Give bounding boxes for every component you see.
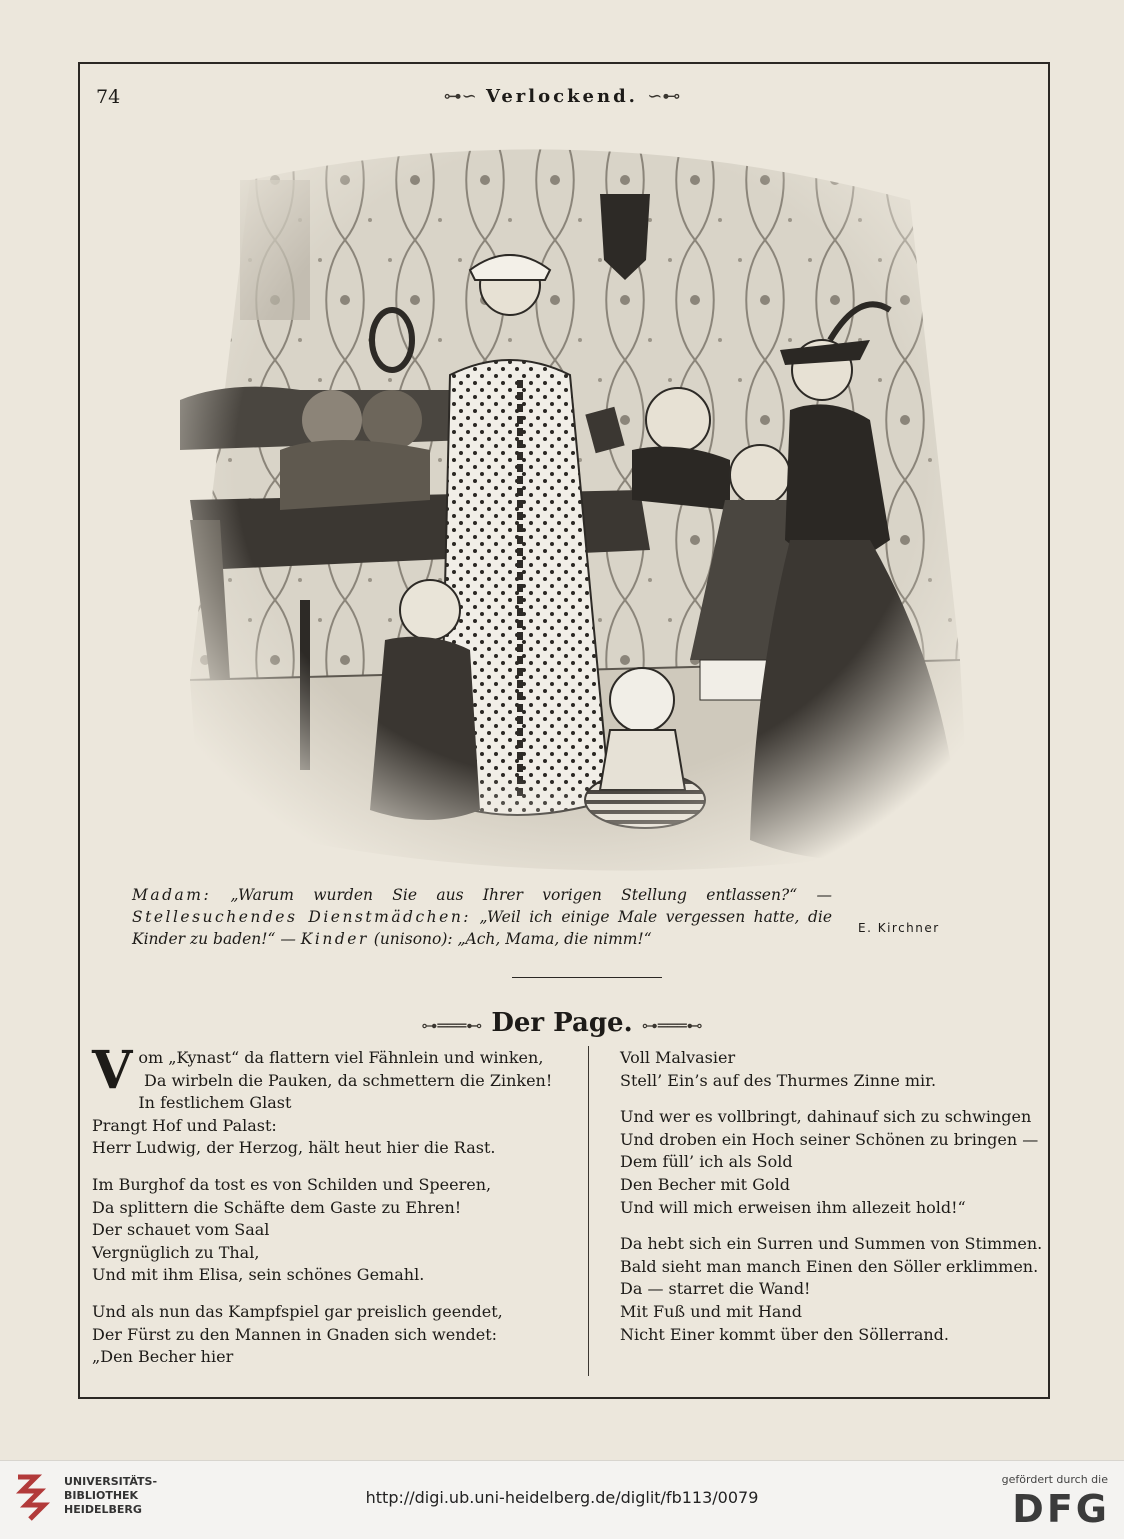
caption-speaker-maid: Stellesuchendes Dienstmädchen: <box>132 908 472 926</box>
title-ornament-left-icon: ⊶═══⊷ <box>421 1016 483 1035</box>
title-ornament-right-icon: ⊶═══⊷ <box>641 1016 703 1035</box>
poem-line: „Den Becher hier <box>92 1347 234 1367</box>
caption-speaker-madam: Madam: <box>132 886 212 904</box>
poem-line: Voll Malvasier <box>620 1048 736 1067</box>
digitization-footer <box>0 1460 1124 1539</box>
ornament-right-icon: ∽⊷ <box>647 86 681 107</box>
poem-line: Da splittern die Schäfte dem Gaste zu Ehren! <box>92 1197 462 1217</box>
page-number: 74 <box>96 86 121 108</box>
poem-line: Und will mich erweisen ihm allezeit hold!“ <box>620 1197 966 1217</box>
poem-left-column <box>92 1040 572 1369</box>
caption-maid-text: „Weil ich einige Male vergessen hatte, die Kinder zu baden!“ — <box>132 908 832 948</box>
poem-line: Dem füll’ ich als Sold <box>620 1152 793 1172</box>
poem-line: Und als nun das Kampfspiel gar preislich geendet, <box>92 1301 503 1321</box>
running-title <box>0 86 1124 107</box>
poem-line: Vergnüglich zu Thal, <box>92 1242 260 1262</box>
library-name: UNIVERSITÄTS- BIBLIOTHEK HEIDELBERG <box>64 1475 158 1516</box>
caption-children-text: (unisono): „Ach, Mama, die nimm!“ <box>373 930 652 948</box>
caption-madam-text: „Warum wurden Sie aus Ihrer vorigen Stellung entlassen?“ — <box>230 886 832 904</box>
poem-title <box>0 1008 1124 1038</box>
poem-line: Da hebt sich ein Surren und Summen von Stimmen. <box>620 1234 1043 1254</box>
dfg-logo: DFG <box>1012 1487 1110 1531</box>
permalink-url[interactable]: http://digi.ub.uni-heidelberg.de/diglit/fb113/0079 <box>365 1488 759 1507</box>
poem-line: Der schauet vom Saal <box>92 1220 270 1240</box>
poem-line: In festlichem Glast <box>138 1093 292 1113</box>
poem-line: Der Fürst zu den Mannen in Gnaden sich wendet: <box>92 1324 498 1344</box>
poem-line: Mit Fuß und mit Hand <box>620 1301 802 1321</box>
poem-line: Nicht Einer kommt über den Söllerrand. <box>620 1324 950 1344</box>
poem-line: Bald sieht man manch Einen den Söller erklimmen. <box>620 1256 1039 1276</box>
artist-signature: E. Kirchner <box>858 921 940 935</box>
illustration-maid-interview <box>170 120 990 880</box>
poem-line: Und wer es vollbringt, dahinauf sich zu schwingen <box>620 1107 1032 1127</box>
illustration-caption <box>132 884 832 950</box>
ornament-left-icon: ⊶∽ <box>443 86 477 107</box>
poem-line: Den Becher mit Gold <box>620 1174 790 1194</box>
poem-line: Herr Ludwig, der Herzog, hält heut hier die Rast. <box>92 1138 496 1158</box>
column-divider <box>588 1046 589 1376</box>
funded-by-label: gefördert durch die <box>1001 1473 1108 1486</box>
poem-line: Im Burghof da tost es von Schilden und Speeren, <box>92 1174 492 1194</box>
poem-line: Prangt Hof und Palast: <box>92 1115 277 1135</box>
section-rule <box>512 977 662 978</box>
poem-right-column <box>620 1047 1043 1346</box>
poem-line: Da wirbeln die Pauken, da schmettern die Zinken! <box>144 1070 553 1090</box>
poem-line: Und mit ihm Elisa, sein schönes Gemahl. <box>92 1265 425 1285</box>
poem-line: Da — starret die Wand! <box>620 1279 811 1299</box>
poem-line: Stell’ Ein’s auf des Thurmes Zinne mir. <box>620 1070 937 1090</box>
poem-title-text: Der Page. <box>491 1008 633 1038</box>
running-title-text: Verlockend. <box>486 86 638 107</box>
poem-line: Und droben ein Hoch seiner Schönen zu bringen — <box>620 1129 1039 1149</box>
caption-speaker-children: Kinder <box>300 930 369 948</box>
dropcap: V <box>92 1040 133 1101</box>
poem-line: Vom „Kynast“ da flattern viel Fähnlein und winken, <box>92 1040 544 1101</box>
